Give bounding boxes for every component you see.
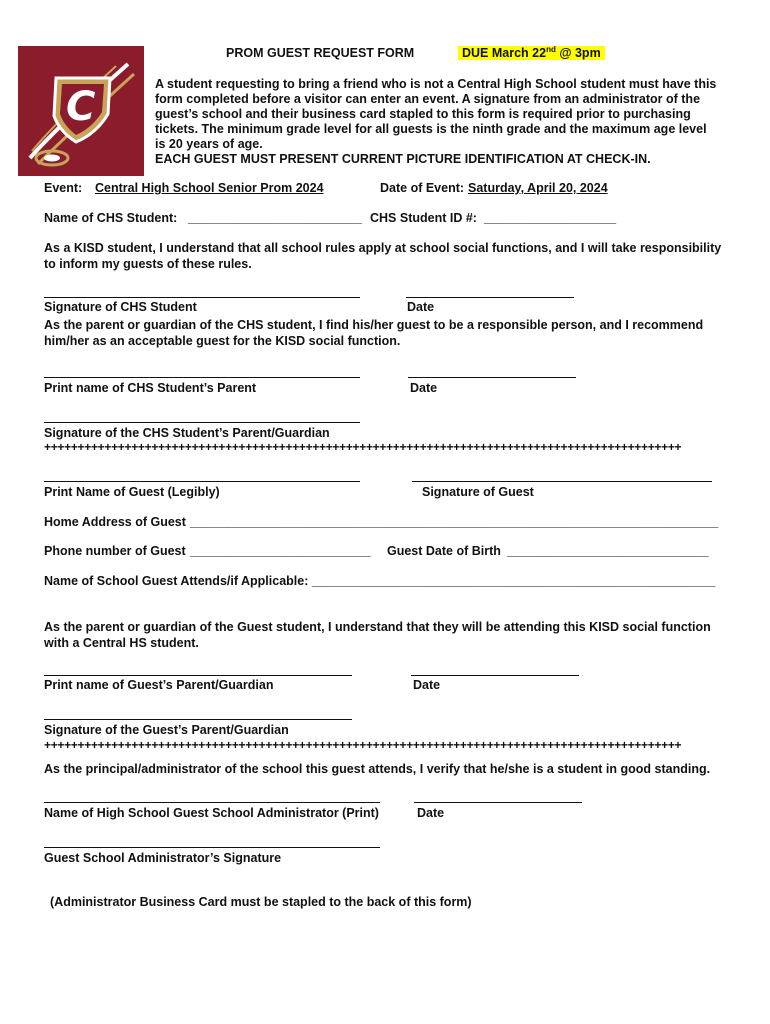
guest-dob-label: Guest Date of Birth [387, 544, 501, 558]
student-id-field[interactable]: ___________________ [484, 211, 617, 225]
guest-address-label: Home Address of Guest [44, 515, 186, 529]
event-date-label: Date of Event: [380, 181, 465, 195]
form-title: PROM GUEST REQUEST FORM [226, 46, 415, 60]
parent-date-line[interactable] [408, 377, 576, 378]
id-notice: EACH GUEST MUST PRESENT CURRENT PICTURE IDENTIFICATION AT CHECK-IN. [155, 152, 651, 166]
student-name-field[interactable]: _________________________ [188, 211, 362, 225]
school-logo [18, 46, 144, 176]
guest-parent-print-line[interactable] [44, 675, 352, 676]
admin-date-label: Date [417, 806, 445, 820]
event-date-value: Saturday, April 20, 2024 [468, 181, 608, 195]
parent-print-label: Print name of CHS Student’s Parent [44, 381, 257, 395]
guest-parent-signature-line[interactable] [44, 719, 352, 720]
guest-signature-line[interactable] [412, 481, 712, 482]
guest-address-field[interactable]: ____________________________________________________________________________ [190, 515, 719, 529]
admin-print-line[interactable] [44, 802, 380, 803]
parent-signature-line[interactable] [44, 422, 360, 423]
admin-signature-line[interactable] [44, 847, 380, 848]
student-signature-line[interactable] [44, 297, 360, 298]
parent-signature-label: Signature of the CHS Student’s Parent/Guardian [44, 426, 330, 440]
guest-parent-date-line[interactable] [411, 675, 579, 676]
guest-school-field[interactable]: __________________________________________________________ [312, 574, 716, 588]
guest-phone-label: Phone number of Guest [44, 544, 186, 558]
intro-paragraph: A student requesting to bring a friend who is not a Central High School student must have this form completed before a visitor can enter an event. A signature from an administrator of the guest’s school and their business card stapled to this form is required prior to purchasing tickets. The minimum grade level for all guests is the ninth grade and the maximum age level is 20 years of age. EACH GUEST MUST PRESENT CURRENT PICTURE IDENTIFICATION AT CHECK-IN. [155, 77, 735, 167]
student-signature-label: Signature of CHS Student [44, 300, 197, 314]
admin-date-line[interactable] [414, 802, 582, 803]
admin-print-label: Name of High School Guest School Administrator (Print) [44, 806, 379, 820]
guest-print-line[interactable] [44, 481, 360, 482]
student-id-label: CHS Student ID #: [370, 211, 477, 225]
guest-parent-date-label: Date [413, 678, 441, 692]
section-divider-1: +++++++++++++++++++++++++++++++++++++++++++++++++++++++++++++++++++++++++++++++++++++++++++++++ [44, 440, 682, 454]
event-value: Central High School Senior Prom 2024 [95, 181, 324, 195]
guest-dob-field[interactable]: _____________________________ [507, 544, 709, 558]
guest-signature-label: Signature of Guest [422, 485, 534, 499]
parent-print-line[interactable] [44, 377, 360, 378]
business-card-note: (Administrator Business Card must be stapled to the back of this form) [50, 895, 472, 909]
guest-school-label: Name of School Guest Attends/if Applicable: [44, 574, 309, 588]
event-label: Event: [44, 181, 83, 195]
admin-statement: As the principal/administrator of the school this guest attends, I verify that he/she is a student in good standing. [44, 762, 711, 776]
student-name-label: Name of CHS Student: [44, 211, 178, 225]
logo-letter: C [66, 84, 96, 130]
section-divider-2: +++++++++++++++++++++++++++++++++++++++++++++++++++++++++++++++++++++++++++++++++++++++++++++++ [44, 738, 682, 752]
student-rules-text: As a KISD student, I understand that all school rules apply at school social functions, and I will take responsibility to inform my guests of these rules. [44, 241, 722, 271]
admin-signature-label: Guest School Administrator’s Signature [44, 851, 282, 865]
due-date-badge: DUE March 22nd @ 3pm [458, 46, 605, 60]
student-date-label: Date [407, 300, 435, 314]
guest-parent-print-label: Print name of Guest’s Parent/Guardian [44, 678, 274, 692]
guest-print-label: Print Name of Guest (Legibly) [44, 485, 220, 499]
parent-date-label: Date [410, 381, 438, 395]
guest-parent-signature-label: Signature of the Guest’s Parent/Guardian [44, 723, 289, 737]
parent-statement: As the parent or guardian of the CHS student, I find his/her guest to be a responsible person, and I recommend him/her as an acceptable guest for the KISD social function. [44, 318, 704, 348]
guest-phone-field[interactable]: __________________________ [190, 544, 371, 558]
student-date-line[interactable] [406, 297, 574, 298]
guest-parent-statement: As the parent or guardian of the Guest student, I understand that they will be attending this KISD social function with a Central HS student. [44, 620, 711, 650]
